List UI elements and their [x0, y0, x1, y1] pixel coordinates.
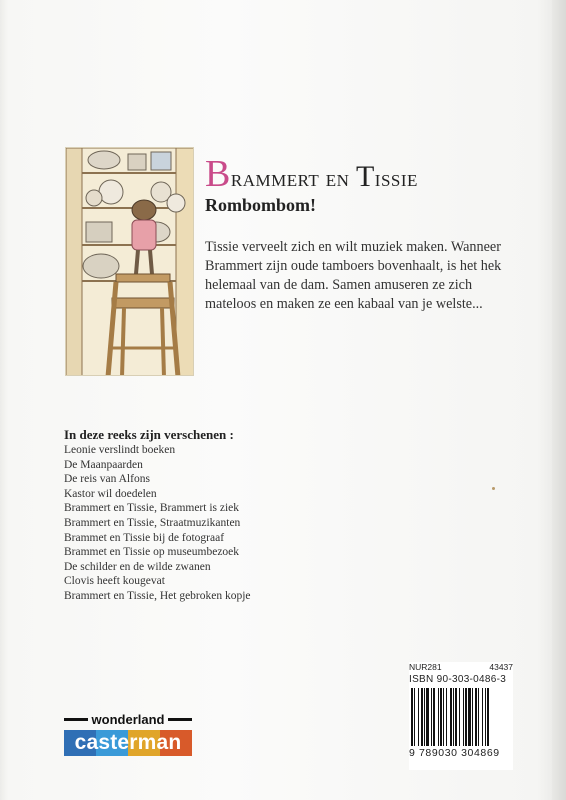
title-initial-t: T [355, 160, 375, 193]
ean-number: 9 789030 304869 [409, 747, 500, 759]
logo-rule-left [64, 718, 88, 721]
barcode-bar [440, 688, 442, 746]
nur-code: NUR281 [409, 662, 442, 672]
series-item: Clovis heeft kougevat [64, 575, 165, 588]
series-item: De schilder en de wilde zwanen [64, 560, 211, 573]
title-part-1: rammert en [230, 166, 356, 192]
barcode-bar [487, 688, 489, 746]
book-spine-edge [552, 0, 566, 800]
logo-rule-right [168, 718, 192, 721]
barcode-bar [431, 688, 432, 746]
barcode-top-line [409, 662, 513, 672]
title-initial-b: B [205, 153, 231, 195]
illustration-pantry-cupboard [66, 148, 194, 376]
barcode-bar [438, 688, 439, 746]
series-item: Brammet en Tissie bij de fotograaf [64, 531, 225, 544]
barcode-bar [450, 688, 452, 746]
barcode-bar [465, 688, 467, 746]
book-subtitle: Rombombom! [205, 195, 316, 215]
barcode-bar [411, 688, 413, 746]
imprint-name: wonderland [91, 712, 165, 727]
series-item: Brammert en Tissie, Het gebroken kopje [64, 589, 251, 602]
series-item: De reis van Alfons [64, 473, 150, 486]
publisher-name: casterman [64, 730, 192, 756]
book-blurb: Tissie verveelt zich en wilt muziek maken. Wanneer Brammert zijn oude tamboers bovenhaalt, is het hek helemaal van de dam. Samen amuseren ze zich mateloos en maken ze een kabaal van je welste... [205, 239, 502, 312]
book-title [205, 155, 418, 194]
series-item: Brammet en Tissie op museumbezoek [64, 546, 240, 559]
cover-illustration [65, 147, 194, 376]
publisher-logo [64, 712, 192, 756]
barcode-bar [443, 688, 444, 746]
barcode-bar [455, 688, 457, 746]
series-item: De Maanpaarden [64, 458, 143, 471]
barcode-bar [485, 688, 486, 746]
barcode-bar [421, 688, 423, 746]
series-heading: In deze reeks zijn verschenen : [64, 427, 234, 442]
barcode-bar [472, 688, 473, 746]
barcode-bar [463, 688, 464, 746]
barcode-bar [424, 688, 425, 746]
series-item: Leonie verslindt boeken [64, 444, 176, 456]
barcode-bars [409, 688, 513, 746]
barcode-bar [478, 688, 479, 746]
barcode-bar [453, 688, 454, 746]
imprint-line [64, 712, 192, 727]
article-code: 43437 [489, 662, 513, 672]
barcode-bar [426, 688, 429, 746]
series-item: Brammert en Tissie, Brammert is ziek [64, 502, 240, 515]
barcode-bar [475, 688, 477, 746]
barcode-bar [414, 688, 415, 746]
barcode-bar [446, 688, 447, 746]
barcode-bar [433, 688, 435, 746]
isbn-text: ISBN 90-303-0486-3 [409, 674, 507, 685]
barcode-label [409, 662, 513, 770]
title-part-2: issie [374, 166, 418, 192]
series-item: Brammert en Tissie, Straatmuzikanten [64, 516, 241, 529]
barcode-bar [418, 688, 419, 746]
barcode-bar [482, 688, 483, 746]
barcode-bar [468, 688, 471, 746]
barcode-bar [459, 688, 460, 746]
series-list [64, 443, 251, 604]
series-item: Kastor wil doedelen [64, 487, 157, 500]
print-speck [492, 487, 495, 490]
